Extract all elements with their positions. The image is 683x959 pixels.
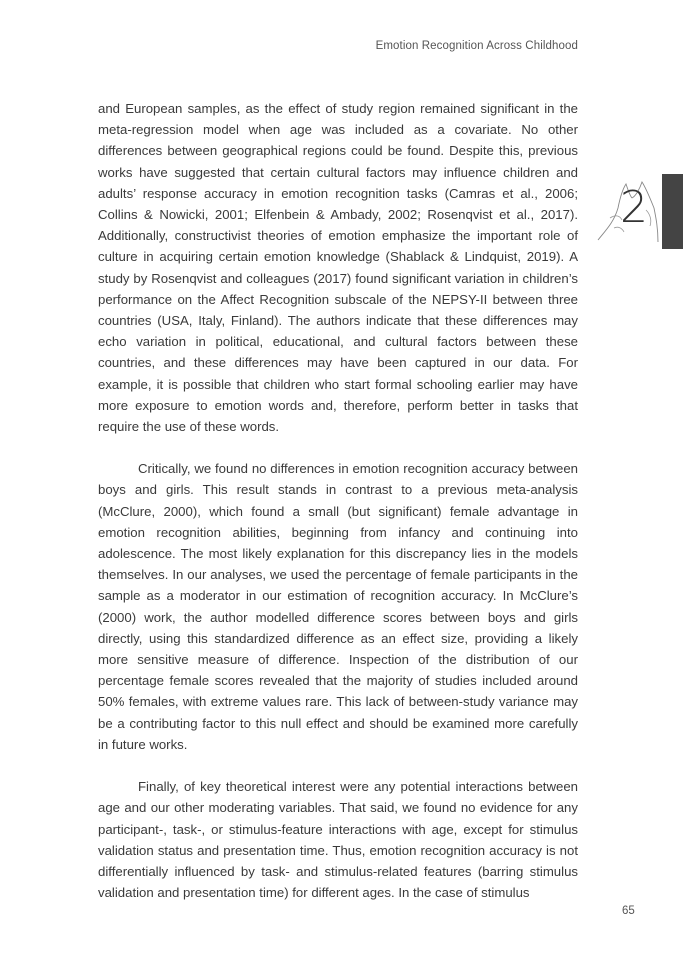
chapter-tab	[662, 174, 683, 249]
chapter-number: 2	[620, 182, 648, 233]
running-header: Emotion Recognition Across Childhood	[375, 40, 578, 52]
paragraph: and European samples, as the effect of study region remained significant in the meta-regression model when age was included as a covariate. No other differences between geographical regions could be found. Despite this, previous works have suggested that certain cultural factors may influence children and adults’ response accuracy in emotion recognition tasks (Camras et al., 2006; Collins & Nowicki, 2001; Elfenbein & Ambady, 2002; Rosenqvist et al., 2017). Additionally, constructivist theories of emotion emphasize the important role of culture in acquiring certain emotion knowledge (Shablack & Lindquist, 2019). A study by Rosenqvist and colleagues (2017) found significant variation in children’s performance on the Affect Recognition subscale of the NEPSY-II between three countries (USA, Italy, Finland). The authors indicate that these differences may echo variation in political, educational, and cultural factors between these countries, and these differences may have been captured in our data. For example, it is possible that children who start formal schooling earlier may have more exposure to emotion words and, therefore, perform better in tasks that require the use of these words.	[98, 101, 578, 435]
body-text	[98, 98, 578, 903]
page-number: 65	[622, 905, 635, 917]
paragraph: Critically, we found no differences in emotion recognition accuracy between boys and girls. This result stands in contrast to a previous meta-analysis (McClure, 2000), which found a small (but significant) female advantage in emotion recognition abilities, beginning from infancy and continuing into adolescence. The most likely explanation for this discrepancy lies in the models themselves. In our analyses, we used the percentage of female participants in the sample as a moderator in our estimation of recognition accuracy. In McClure’s (2000) work, the author modelled difference scores between boys and girls directly, using this standardized difference as an effect size, providing a likely more sensitive measure of difference. Inspection of the distribution of our percentage female scores revealed that the majority of studies included around 50% females, with extreme values rare. This lack of between-study variance may be a contributing factor to this null effect and should be examined more carefully in future works.	[98, 461, 578, 752]
paragraph: Finally, of key theoretical interest were any potential interactions between age and our other moderating variables. That said, we found no evidence for any participant-, task-, or stimulus-feature interactions with age, except for stimulus validation status and presentation time. Thus, emotion recognition accuracy is not differentially influenced by task- and stimulus-related features (barring stimulus validation and presentation time) for different ages. In the case of stimulus	[98, 779, 578, 901]
